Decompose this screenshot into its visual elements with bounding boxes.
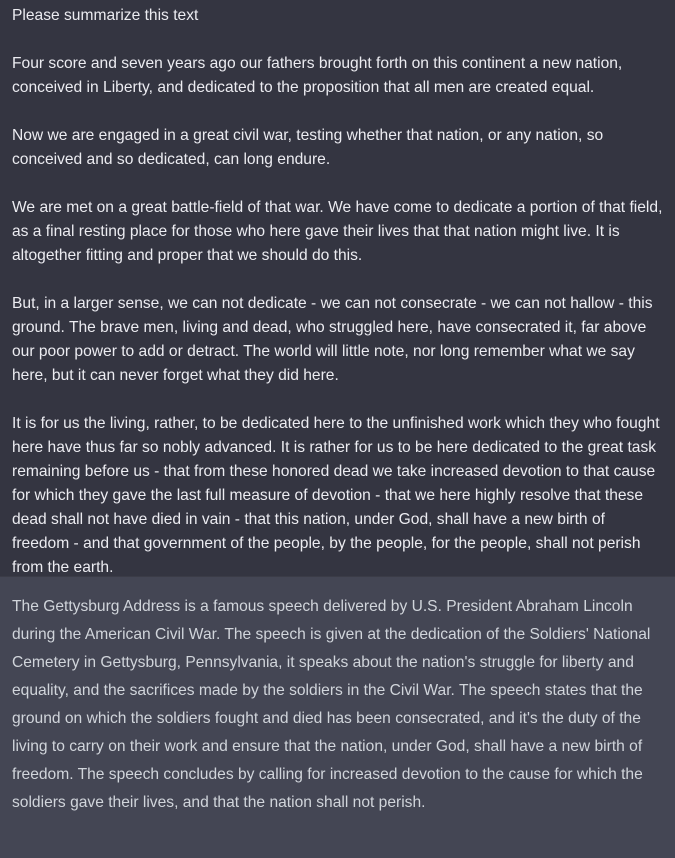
user-paragraph-4: But, in a larger sense, we can not dedicate - we can not consecrate - we can not hallow - this ground. The brave men, living and dead, who struggled here, have consecrated it, far above our poor power to add or detract. The world will little note, nor long remember what we say here, but it can never forget what they did here. bbox=[12, 295, 657, 384]
user-prompt: Please summarize this text bbox=[12, 7, 199, 24]
user-paragraph-1: Four score and seven years ago our fathers brought forth on this continent a new nation, conceived in Liberty, and dedicated to the proposition that all men are created equal. bbox=[12, 55, 627, 96]
assistant-response-text: The Gettysburg Address is a famous speech delivered by U.S. President Abraham Lincoln during the American Civil War. The speech is given at the dedication of the Soldiers' National Cemetery in Gettysburg, Pennsylvania, it speaks about the nation's struggle for liberty and equality, and the sacrifices made by the soldiers in the Civil War. The speech states that the ground on which the soldiers fought and died has been consecrated, and it's the duty of the living to carry on their work and ensure that the nation, under God, shall have a new birth of freedom. The speech concludes by calling for increased devotion to the cause for which the soldiers gave their lives, and that the nation shall not perish. bbox=[12, 598, 651, 811]
user-paragraph-3: We are met on a great battle-field of that war. We have come to dedicate a portion of that field, as a final resting place for those who here gave their lives that that nation might live. It is altogether fitting and proper that we should do this. bbox=[12, 199, 667, 264]
assistant-message bbox=[0, 576, 675, 858]
user-paragraph-5: It is for us the living, rather, to be dedicated here to the unfinished work which they who fought here have thus far so nobly advanced. It is rather for us to be here dedicated to the great task remaining before us - that from these honored dead we take increased devotion to that cause for which they gave the last full measure of devotion - that we here highly resolve that these dead shall not have died in vain - that this nation, under God, shall have a new birth of freedom - and that government of the people, by the people, for the people, shall not perish from the earth. bbox=[12, 415, 664, 576]
user-paragraph-2: Now we are engaged in a great civil war, testing whether that nation, or any nation, so conceived and so dedicated, can long endure. bbox=[12, 127, 608, 168]
